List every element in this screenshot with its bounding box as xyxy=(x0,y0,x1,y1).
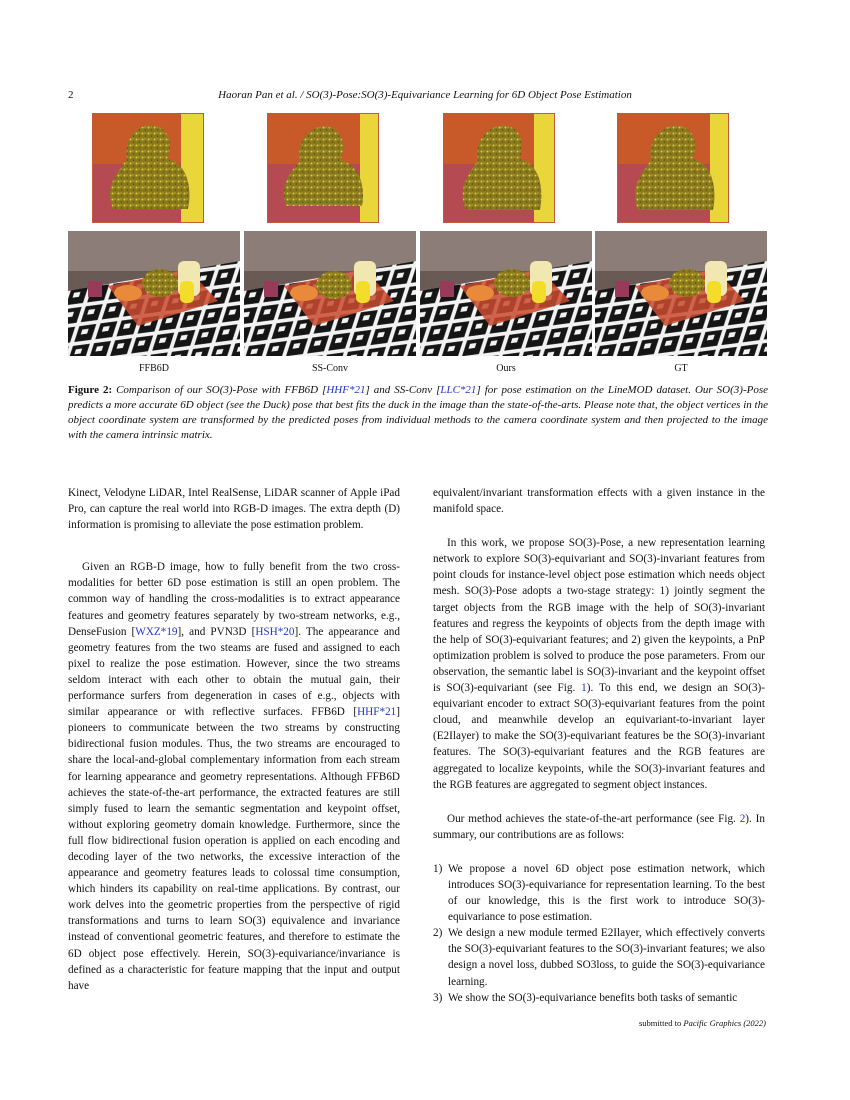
figure-ref-link[interactable]: 1 xyxy=(581,682,587,695)
paragraph-text: ]. The appearance and geometry features from the two steams are fused and assigned to each pixel to realize the pose estimation. However, since the two streams seldom interact with each other to obtain the mutual gain, their performance surfers from degeneration in cases of e.g., objects with similar appearance or with reflective surfaces. FFB6D [ xyxy=(68,625,400,719)
paragraph-text: In this work, we propose SO(3)-Pose, a new representation learning network to explore SO(3)-equivariant and SO(3)-invariant features from point clouds for instance-level object pose estimation which needs object mesh. SO(3)-Pose adopts a two-stage strategy: 1) jointly segment the target objects from the RGB image with the help of SO(3)-invariant features and regress the keypoints of objects from the depth image with the help of SO(3)-equivariant features; and 2) given the keypoints, a PnP optimization problem is solved to produce the pose parameters. From our observation, the semantic label is SO(3)-invariant and the keypoint offset is SO(3)-equivariant (see Fig. xyxy=(433,537,765,695)
figure-2 xyxy=(68,113,768,373)
citation-link[interactable]: LLC*21 xyxy=(440,384,477,396)
running-title: Haoran Pan et al. / SO(3)-Pose:SO(3)-Equivariance Learning for 6D Object Pose Estimation xyxy=(218,89,632,101)
paragraph xyxy=(68,559,400,994)
list-item xyxy=(433,861,765,925)
caption-text: ] for pose estimation on the LineMOD dataset. Our SO(3)-Pose predicts a more accurate 6D object (see the Duck) pose that best fits the duck in the image than the state-of-the-arts. Please note that, the object vertices in the object coordinate system are transformed by the predicted poses from individual methods to the camera coordinate system and then projected to the image with the camera intrinsic matrix. xyxy=(68,384,768,441)
panel-label: SS-Conv xyxy=(311,363,349,374)
paragraph-text: Given an RGB-D image, how to fully benefit from the two cross-modalities for better 6D pose estimation is still an open problem. The common way of handling the cross-modalities is to extract appearance features and geometry features separately by two-stream networks, e.g., DenseFusion [ xyxy=(68,561,400,638)
paragraph-text: Our method achieves the state-of-the-art performance (see Fig. xyxy=(447,812,740,825)
figure-panel-ffb6d xyxy=(68,113,240,373)
figure-panel-ss-conv xyxy=(244,113,416,373)
contributions-list xyxy=(433,861,765,1006)
list-number: 2) xyxy=(433,927,443,940)
right-column xyxy=(433,485,765,1006)
duck-closeup-image xyxy=(617,113,729,223)
panel-label: Ours xyxy=(496,363,516,374)
duck-closeup-image xyxy=(92,113,204,223)
list-number: 3) xyxy=(433,991,443,1004)
list-text: We show the SO(3)-equivariance benefits both tasks of semantic xyxy=(448,991,738,1004)
list-number: 1) xyxy=(433,862,443,875)
figure-ref-link[interactable]: 2 xyxy=(739,812,746,825)
duck-closeup-image xyxy=(267,113,379,223)
left-column xyxy=(68,485,400,994)
paragraph-text: ] pioneers to communicate between the two streams by constructing bidirectional fusion modules. Thus, the two streams are encouraged to share the local-and-global complementary information from each stream for learning appearance and geometry representations. Although FFB6D achieves the state-of-the-art performance, the extracted features are still simply fused to learn the semantic segmentation and keypoint offset, without exploring geometry domain knowledge. Furthermore, since the full flow bidirectional fusion operation is applied on each encoding and decoding layer of the two networks, the excessive interaction of the appearance and geometry features leads to colossal time consumption, which hinders its capability on real-time applications. By contrast, our work delves into the geometric properties from the perspective of rigid transformations and turns to learn SO(3) equivalence and invariance instead of conventional geometric features, and therefore to estimate the 6D object pose effectively. Herein, SO(3)-equivariance/invariance is defined as a characteristic for feature mapping that the input and output have xyxy=(68,706,400,992)
paragraph: equivalent/invariant transformation effects with a given instance in the manifold space. xyxy=(433,487,765,516)
caption-text: Comparison of our SO(3)-Pose with FFB6D [ xyxy=(112,384,327,396)
caption-lead: Figure 2: xyxy=(68,384,113,396)
figure-panel-gt xyxy=(595,113,767,373)
scene-image xyxy=(420,231,592,356)
list-item xyxy=(433,925,765,989)
citation-link[interactable]: HHF*21 xyxy=(326,384,366,396)
paragraph-text: ). To this end, we design an SO(3)-equivariant encoder to extract SO(3)-equivariant features from the point cloud, and meanwhile develop an equivariant-to-invariant layer (E2Ilayer) to make the SO(3)-equivariant features be the SO(3)-invariant features. The SO(3)-equivariant features and the RGB features are aggregated to localize keypoints, while the SO(3)-invariant features and the RGB features are aggregated to segment object instances. xyxy=(433,682,765,791)
panel-label: FFB6D xyxy=(138,363,169,374)
panel-label: GT xyxy=(674,363,688,374)
scene-image xyxy=(595,231,767,356)
page-footer xyxy=(639,1018,766,1028)
list-text: We propose a novel 6D object pose estimation network, which introduces SO(3)-equivariance for representation learning. To the best of our knowledge, this is the first work to introduce SO(3)-equivariance to pose estimation. xyxy=(448,862,765,924)
footer-venue: Pacific Graphics (2022) xyxy=(683,1018,766,1028)
duck-closeup-image xyxy=(443,113,555,223)
paragraph xyxy=(433,811,765,843)
figure-caption xyxy=(68,383,768,443)
figure-panel-ours xyxy=(420,113,592,373)
citation-link[interactable]: HSH*20 xyxy=(255,625,295,638)
list-item xyxy=(433,990,765,1006)
paragraph xyxy=(433,535,765,793)
caption-text: ] and SS-Conv [ xyxy=(365,384,441,396)
citation-link[interactable]: WXZ*19 xyxy=(135,625,178,638)
scene-image xyxy=(68,231,240,356)
paragraph-text: ], and PVN3D [ xyxy=(177,625,256,638)
page-number: 2 xyxy=(68,89,74,101)
citation-link[interactable]: HHF*21 xyxy=(357,706,397,719)
paragraph-text: ). In summary, our contributions are as follows: xyxy=(433,812,765,841)
footer-prefix: submitted to xyxy=(638,1018,684,1028)
paragraph: Kinect, Velodyne LiDAR, Intel RealSense, LiDAR scanner of Apple iPad Pro, can capture the real world into RGB-D images. The extra depth (D) information is promising to alleviate the pose estimation problem. xyxy=(68,487,400,532)
list-text: We design a new module termed E2Ilayer, which effectively converts the SO(3)-equivariant features to the SO(3)-invariant features; we also design a novel loss, dubbed SO3loss, to guide the SO(3)-equivariance learning. xyxy=(448,927,765,988)
scene-image xyxy=(244,231,416,356)
